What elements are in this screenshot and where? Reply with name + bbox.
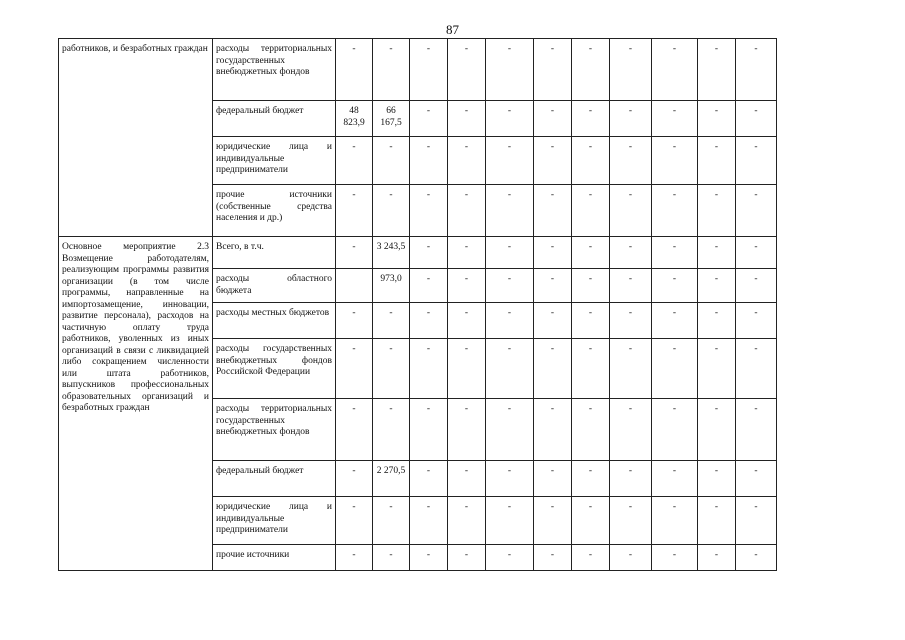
value-cell: - [572, 339, 610, 399]
value-cell: - [736, 497, 777, 545]
funding-source-label: юридические лица и индивидуальные предприниматели [216, 502, 332, 535]
value-cell: - [448, 39, 486, 101]
value-cell: - [572, 545, 610, 571]
value-cell: - [486, 461, 534, 497]
funding-source-label: прочие источники [216, 550, 290, 560]
value-cell: - [373, 497, 410, 545]
value-cell: - [410, 303, 448, 339]
value-cell: - [336, 339, 373, 399]
value-cell: - [410, 339, 448, 399]
value-cell: - [736, 461, 777, 497]
value-cell: - [572, 269, 610, 303]
table-row [59, 39, 777, 101]
value-cell: - [373, 39, 410, 101]
value-cell: - [410, 237, 448, 269]
funding-source-cell [213, 399, 336, 461]
value-cell: - [652, 237, 698, 269]
funding-source-label: прочие источники (собственные средства населения и др.) [216, 190, 332, 223]
value-cell: - [534, 545, 572, 571]
value-cell: - [486, 303, 534, 339]
value-cell: - [336, 185, 373, 237]
value-cell: - [736, 39, 777, 101]
value-cell: - [534, 237, 572, 269]
value-cell: - [336, 303, 373, 339]
value-cell: - [534, 101, 572, 137]
value-cell: - [652, 497, 698, 545]
value-cell: 48 823,9 [336, 101, 373, 137]
value-cell: - [652, 461, 698, 497]
value-cell: - [410, 137, 448, 185]
value-cell: - [448, 303, 486, 339]
value-cell: - [698, 303, 736, 339]
funding-source-cell [213, 303, 336, 339]
value-cell: - [410, 269, 448, 303]
value-cell: - [698, 101, 736, 137]
funding-source-label: расходы государственных внебюджетных фондов Российской Федерации [216, 344, 332, 377]
value-cell: - [572, 39, 610, 101]
funding-source-cell [213, 185, 336, 237]
value-cell: - [448, 101, 486, 137]
value-cell: - [534, 497, 572, 545]
value-cell: - [698, 237, 736, 269]
value-cell: - [572, 303, 610, 339]
value-cell: - [448, 269, 486, 303]
value-cell: - [534, 39, 572, 101]
value-cell: - [698, 137, 736, 185]
value-cell: - [373, 339, 410, 399]
value-cell: - [534, 461, 572, 497]
value-cell: - [336, 399, 373, 461]
value-cell: - [336, 545, 373, 571]
value-cell: - [610, 497, 652, 545]
measure-cell [59, 237, 213, 571]
value-cell: - [610, 339, 652, 399]
value-cell: - [534, 399, 572, 461]
table-row [59, 237, 777, 269]
value-cell: - [652, 39, 698, 101]
value-cell: - [410, 399, 448, 461]
value-cell: - [610, 399, 652, 461]
funding-source-label: расходы территориальных государственных внебюджетных фондов [216, 404, 332, 437]
value-cell: - [698, 185, 736, 237]
value-cell: - [736, 269, 777, 303]
value-cell: - [534, 303, 572, 339]
funding-source-label: Всего, в т.ч. [216, 242, 264, 252]
value-cell: - [410, 545, 448, 571]
value-cell: - [572, 137, 610, 185]
value-cell: - [736, 101, 777, 137]
value-cell: - [736, 399, 777, 461]
value-cell: - [448, 137, 486, 185]
value-cell: - [486, 237, 534, 269]
value-cell: - [486, 101, 534, 137]
value-cell: - [410, 101, 448, 137]
value-cell: - [736, 545, 777, 571]
value-cell: 973,0 [373, 269, 410, 303]
value-cell: - [610, 237, 652, 269]
page-number: 87 [446, 22, 459, 37]
value-cell: - [736, 339, 777, 399]
value-cell: - [610, 303, 652, 339]
value-cell: - [448, 545, 486, 571]
value-cell: - [534, 269, 572, 303]
value-cell: - [652, 101, 698, 137]
funding-source-label: расходы территориальных государственных внебюджетных фондов [216, 44, 332, 77]
value-cell: - [572, 461, 610, 497]
value-cell: - [486, 269, 534, 303]
value-cell: - [486, 137, 534, 185]
value-cell: - [336, 237, 373, 269]
value-cell: - [373, 303, 410, 339]
value-cell: - [486, 497, 534, 545]
funding-source-cell [213, 497, 336, 545]
value-cell: - [610, 185, 652, 237]
value-cell: - [486, 185, 534, 237]
value-cell: - [698, 339, 736, 399]
value-cell: 3 243,5 [373, 237, 410, 269]
value-cell: - [336, 497, 373, 545]
value-cell: - [610, 101, 652, 137]
funding-source-label: расходы местных бюджетов [216, 308, 330, 318]
value-cell: - [610, 461, 652, 497]
value-cell: - [534, 137, 572, 185]
value-cell: - [448, 237, 486, 269]
value-cell: - [534, 339, 572, 399]
funding-source-cell [213, 237, 336, 269]
funding-source-label: федеральный бюджет [216, 466, 304, 476]
value-cell: - [610, 39, 652, 101]
value-cell: - [448, 461, 486, 497]
value-cell: - [698, 399, 736, 461]
value-cell: - [652, 339, 698, 399]
funding-source-cell [213, 339, 336, 399]
value-cell: - [534, 185, 572, 237]
value-cell [336, 269, 373, 303]
value-cell: - [610, 269, 652, 303]
value-cell: - [652, 185, 698, 237]
budget-table [58, 38, 777, 571]
value-cell: - [373, 545, 410, 571]
value-cell: - [410, 461, 448, 497]
value-cell: - [698, 461, 736, 497]
funding-source-cell [213, 269, 336, 303]
value-cell: 2 270,5 [373, 461, 410, 497]
value-cell: - [410, 185, 448, 237]
value-cell: - [572, 497, 610, 545]
value-cell: - [486, 399, 534, 461]
measure-text: работников, и безработных граждан [62, 44, 208, 54]
value-cell: - [698, 39, 736, 101]
value-cell: - [736, 237, 777, 269]
value-cell: - [572, 237, 610, 269]
value-cell: - [486, 339, 534, 399]
value-cell: - [736, 303, 777, 339]
funding-source-label: федеральный бюджет [216, 106, 304, 116]
value-cell: - [736, 137, 777, 185]
funding-source-cell [213, 461, 336, 497]
value-cell: - [373, 185, 410, 237]
funding-source-cell [213, 101, 336, 137]
value-cell: - [336, 39, 373, 101]
value-cell: - [652, 303, 698, 339]
value-cell: - [486, 39, 534, 101]
value-cell: - [448, 339, 486, 399]
value-cell: - [736, 185, 777, 237]
value-cell: - [373, 399, 410, 461]
funding-source-cell [213, 137, 336, 185]
value-cell: - [336, 137, 373, 185]
value-cell: - [410, 39, 448, 101]
value-cell: - [572, 185, 610, 237]
value-cell: - [698, 269, 736, 303]
value-cell: - [336, 461, 373, 497]
value-cell: - [448, 497, 486, 545]
measure-text: Основное мероприятие 2.3 Возмещение работодателям, реализующим программы развития организации (в том числе программы, направленные на импортозамещение, инновации, развитие персонала), расходов на частичную оплату труда работников, уволенных из иных организаций в связи с ликвидацией либо сокращением численности или штата работников, выпускников профессиональных образовательных организаций и безработных граждан [62, 242, 209, 413]
funding-source-cell [213, 39, 336, 101]
measure-cell [59, 39, 213, 237]
value-cell: - [698, 545, 736, 571]
value-cell: 66 167,5 [373, 101, 410, 137]
value-cell: - [652, 399, 698, 461]
value-cell: - [652, 545, 698, 571]
value-cell: - [610, 137, 652, 185]
value-cell: - [698, 497, 736, 545]
value-cell: - [572, 101, 610, 137]
value-cell: - [486, 545, 534, 571]
funding-source-label: юридические лица и индивидуальные предприниматели [216, 142, 332, 175]
value-cell: - [448, 185, 486, 237]
value-cell: - [448, 399, 486, 461]
value-cell: - [652, 269, 698, 303]
value-cell: - [610, 545, 652, 571]
funding-source-label: расходы областного бюджета [216, 274, 332, 296]
value-cell: - [652, 137, 698, 185]
value-cell: - [572, 399, 610, 461]
value-cell: - [373, 137, 410, 185]
value-cell: - [410, 497, 448, 545]
funding-source-cell [213, 545, 336, 571]
